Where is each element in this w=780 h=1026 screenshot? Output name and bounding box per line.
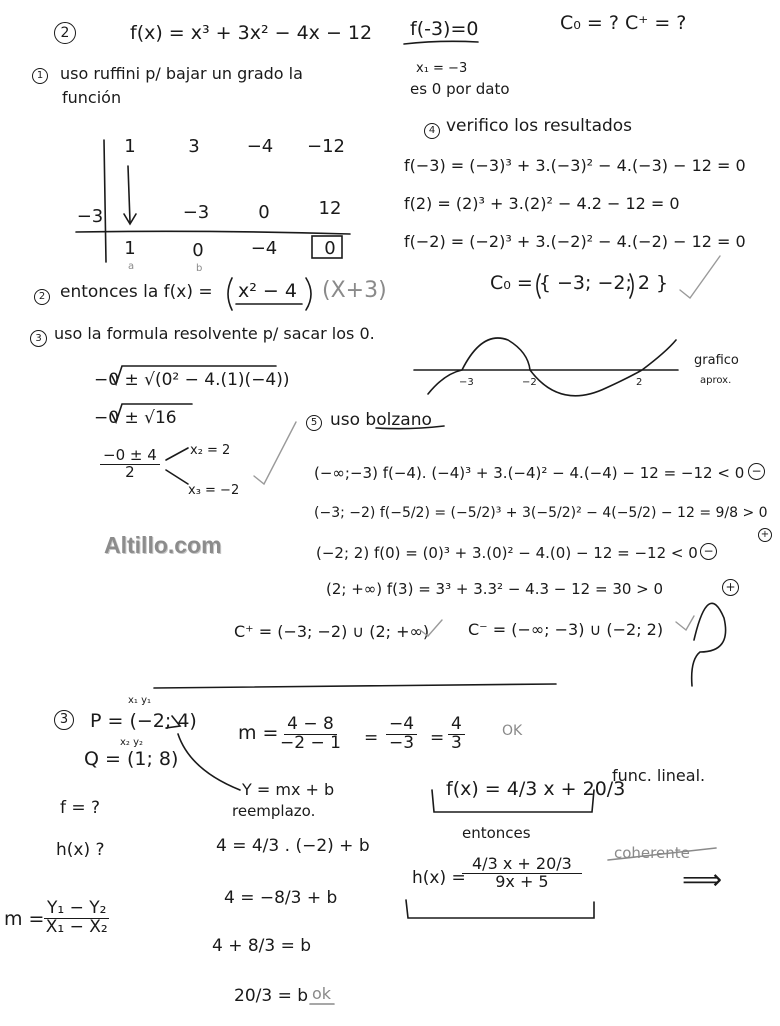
- slope-label: m =: [238, 722, 279, 744]
- h-fraction: $\frac{4/3 x + 20/3}{9x + 5}$: [462, 856, 582, 891]
- step-1-text: uso ruffini p/ bajar un grado la: [60, 64, 303, 83]
- ruffini-top-3: −4: [246, 136, 274, 157]
- replace-note: reemplazo.: [232, 802, 316, 820]
- question-f: f = ?: [60, 798, 101, 818]
- slope-fraction-1: $\frac{4 - 8}{-2 - 1}$: [280, 714, 341, 753]
- graph-label: grafico: [694, 353, 739, 368]
- step-3-number: 3: [30, 328, 47, 347]
- factor-linear: (X+3): [322, 278, 387, 303]
- bolzano-2: (−3; −2) f(−5/2) = (−5/2)³ + 3(−5/2)² − 4(−5/2) − 12 = 9/8 > 0: [314, 505, 768, 521]
- problem-3-number: 3: [54, 710, 74, 730]
- linear-function-note: func. lineal.: [612, 766, 706, 785]
- ruffini-top-2: 3: [188, 136, 200, 157]
- given-root-note: f(-3)=0: [410, 18, 479, 40]
- step-1-number: 1: [32, 68, 48, 84]
- graph-tick-minus2: −2: [522, 377, 537, 388]
- negative-set: C⁻ = (−∞; −3) ∪ (−2; 2): [468, 620, 664, 639]
- bolzano-3-sign: −: [700, 542, 717, 560]
- ruffini-bottom-2: 0: [192, 240, 204, 261]
- root-x1: x₁ = −3: [416, 61, 468, 76]
- positive-set: C⁺ = (−3; −2) ∪ (2; +∞): [234, 622, 430, 641]
- resolvent-line-2: −0 ± √16: [94, 408, 177, 428]
- linear-function: f(x) = 4/3 x + 20/3: [446, 778, 626, 800]
- verify-3: f(−2) = (−2)³ + 3.(−2)² − 4.(−2) − 12 = 0: [404, 232, 746, 251]
- step-1-text-cont: función: [62, 88, 122, 107]
- ruffini-mid-3: 12: [318, 198, 342, 219]
- step-4-text: verifico los resultados: [446, 116, 633, 136]
- implies-arrow: ⟹: [682, 863, 723, 896]
- root-x3: x₃ = −2: [188, 483, 240, 498]
- check-mark-roots: [254, 422, 296, 484]
- point-p-subscripts: x₁ y₁: [128, 695, 152, 706]
- graph-tick-2: 2: [636, 377, 643, 388]
- ruffini-mid-2: 0: [258, 202, 270, 223]
- step-5-number: 5: [306, 412, 322, 431]
- question-header: C₀ = ? C⁺ = ?: [560, 12, 687, 34]
- watermark: Altillo.com: [104, 532, 222, 558]
- verify-2: f(2) = (2)³ + 3.(2)² − 4.2 − 12 = 0: [404, 194, 680, 213]
- ok-note-1: OK: [502, 723, 523, 739]
- bolzano-4: (2; +∞) f(3) = 3³ + 3.3² − 4.3 − 12 = 30 > 0: [326, 580, 664, 598]
- problem-2-function: f(x) = x³ + 3x² − 4x − 12: [130, 22, 373, 44]
- zeros-set: C₀ = { −3; −2; 2 }: [490, 272, 669, 294]
- by-data-note: es 0 por dato: [410, 80, 510, 98]
- slope-formula: $\frac{\text{Y₁ − Y₂}}{\text{X₁ − X₂}}$: [45, 898, 108, 937]
- point-q-subscripts: x₂ y₂: [120, 737, 144, 748]
- ruffini-vertical-line: [104, 140, 106, 262]
- ruffini-top-4: −12: [307, 136, 345, 157]
- slope-fraction-3: $\frac{4}{3}$: [448, 716, 465, 753]
- graph-label-approx: aprox.: [700, 375, 732, 386]
- verify-1: f(−3) = (−3)³ + 3.(−3)² − 4.(−3) − 12 = 0: [404, 156, 746, 175]
- bolzano-3: (−2; 2) f(0) = (0)³ + 3.(0)² − 4.(0) − 12 = −12 < 0: [316, 544, 698, 562]
- resolvent-fraction: $\frac{-0 \pm 4}{2}$: [100, 448, 160, 481]
- eq-step-4: 20/3 = b: [234, 986, 309, 1006]
- slope-formula-label: m =: [4, 908, 45, 930]
- ruffini-down-arrow: [128, 166, 130, 222]
- point-q: Q = (1; 8): [84, 748, 179, 770]
- ruffini-bottom-1: 1: [124, 238, 136, 259]
- eq-step-1: 4 = 4/3 . (−2) + b: [216, 836, 370, 856]
- ruffini-sub-a: a: [128, 261, 135, 272]
- ruffini-mid-1: −3: [182, 202, 210, 223]
- ok-note-2: ok: [312, 984, 332, 1003]
- ruffini-bottom-3: −4: [250, 238, 278, 259]
- eq-step-2: 4 = −8/3 + b: [224, 888, 338, 908]
- line-equation: Y = mx + b: [242, 780, 335, 799]
- step-2-text: entonces la f(x) =: [60, 282, 213, 302]
- ruffini-sub-b: b: [196, 263, 203, 274]
- root-x2: x₂ = 2: [190, 443, 231, 458]
- factor-quadratic: x² − 4: [238, 280, 297, 302]
- bolzano-1-sign: −: [748, 462, 765, 480]
- check-mark-cminus: [676, 616, 694, 630]
- ruffini-root: −3: [76, 206, 104, 227]
- then-note: entonces: [462, 824, 531, 842]
- ruffini-horizontal-line: [76, 231, 350, 234]
- bolzano-1: (−∞;−3) f(−4). (−4)³ + 3.(−4)² − 4.(−4) − 12 = −12 < 0: [314, 464, 745, 482]
- problem-2-number: 2: [54, 22, 76, 44]
- h-bracket: [406, 900, 594, 918]
- step-5-text: uso bolzano: [330, 410, 432, 430]
- resolvent-line-1: −0 ± √(0² − 4.(1)(−4)): [94, 370, 290, 390]
- slope-fraction-2: $\frac{-4}{-3}$: [386, 716, 417, 753]
- bolzano-2-sign: +: [758, 524, 772, 542]
- step-4-number: 4: [424, 120, 440, 139]
- bolzano-4-sign: +: [722, 578, 739, 596]
- point-p: P = (−2; 4): [90, 710, 197, 732]
- step-3-text: uso la formula resolvente p/ sacar los 0.: [54, 324, 375, 343]
- h-label: h(x) =: [412, 868, 466, 888]
- point-connector: [178, 734, 240, 790]
- step-2-number: 2: [34, 286, 50, 305]
- ruffini-bottom-4: 0: [324, 238, 336, 259]
- ruffini-top-1: 1: [124, 136, 136, 157]
- check-mark-zeros: [680, 256, 720, 298]
- section-separator: [154, 684, 556, 688]
- coherent-note: coherente: [614, 844, 690, 862]
- margin-mark: [692, 603, 726, 686]
- underline-given-root: [404, 41, 478, 44]
- graph-tick-minus3: −3: [459, 377, 474, 388]
- question-h: h(x) ?: [56, 840, 105, 860]
- eq-step-3: 4 + 8/3 = b: [212, 936, 312, 956]
